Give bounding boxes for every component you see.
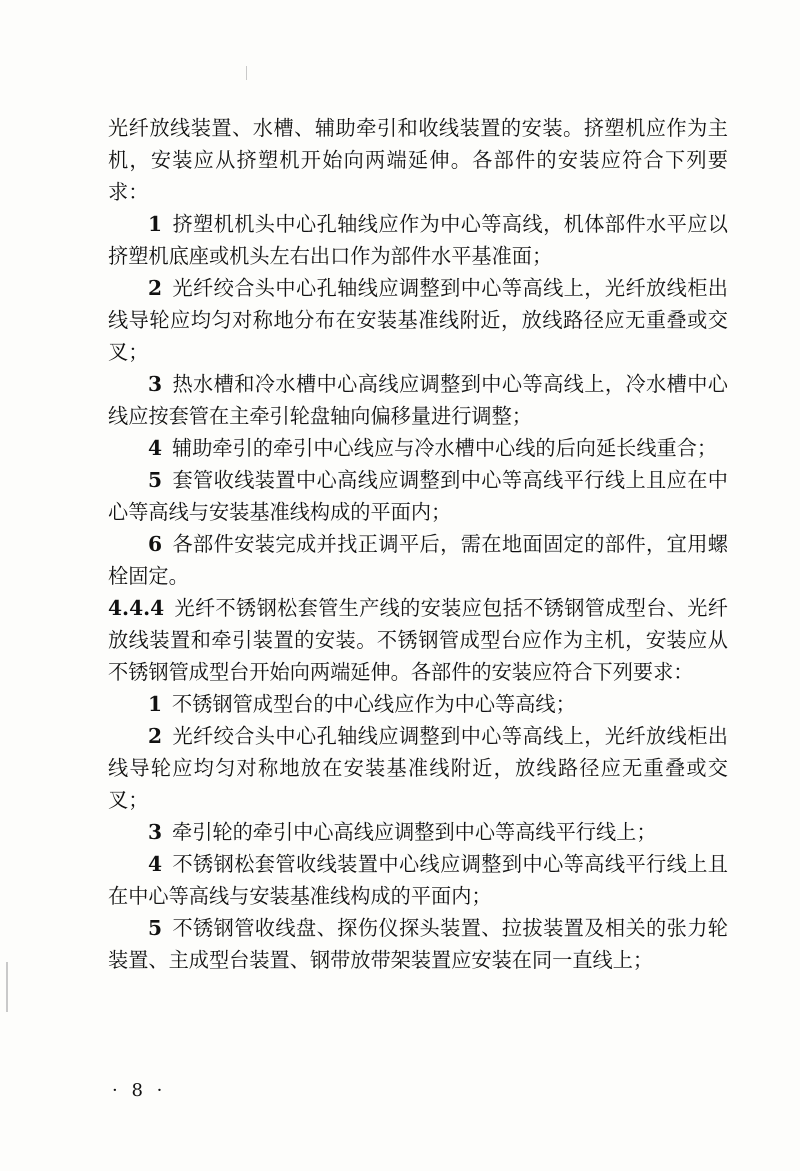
- list-item: [108, 368, 728, 432]
- item-number: 2: [148, 276, 163, 300]
- item-number: 4: [148, 436, 163, 460]
- item-number: 5: [148, 916, 163, 940]
- list-item: [108, 912, 728, 976]
- list-item: [108, 848, 728, 912]
- list-item: [108, 432, 728, 464]
- item-text: 不锈钢管收线盘、探伤仪探头装置、拉拔装置及相关的张力轮装置、主成型台装置、钢带放带架装置应安装在同一直线上；: [108, 916, 728, 972]
- page-number: · 8 ·: [112, 1080, 167, 1101]
- item-number: 6: [148, 532, 163, 556]
- list-item: [108, 528, 728, 592]
- list-item: [108, 816, 728, 848]
- list-item: [108, 464, 728, 528]
- item-text: 热水槽和冷水槽中心高线应调整到中心等高线上，冷水槽中心线应按套管在主牵引轮盘轴向偏移量进行调整；: [108, 372, 728, 428]
- clause-text: 光纤不锈钢松套管生产线的安装应包括不锈钢管成型台、光纤放线装置和牵引装置的安装。不锈钢管成型台应作为主机，安装应从不锈钢管成型台开始向两端延伸。各部件的安装应符合下列要求：: [108, 596, 728, 684]
- intro-paragraph: 光纤放线装置、水槽、辅助牵引和收线装置的安装。挤塑机应作为主机，安装应从挤塑机开始向两端延伸。各部件的安装应符合下列要求：: [108, 116, 728, 204]
- body-text: [108, 112, 728, 976]
- scan-mark-left: [6, 962, 8, 1012]
- item-text: 牵引轮的牵引中心高线应调整到中心等高线平行线上；: [172, 820, 657, 844]
- item-text: 各部件安装完成并找正调平后，需在地面固定的部件，宜用螺栓固定。: [108, 532, 728, 588]
- item-number: 3: [148, 820, 163, 844]
- item-text: 不锈钢管成型台的中心线应作为中心等高线；: [172, 692, 576, 716]
- clause-paragraph: [108, 592, 728, 688]
- list-item: [108, 688, 728, 720]
- list-item: [108, 720, 728, 816]
- item-text: 挤塑机机头中心孔轴线应作为中心等高线，机体部件水平应以挤塑机底座或机头左右出口作为部件水平基准面；: [108, 212, 728, 268]
- item-number: 3: [148, 372, 163, 396]
- item-text: 辅助牵引的牵引中心线应与冷水槽中心线的后向延长线重合；: [172, 436, 718, 460]
- item-text: 套管收线装置中心高线应调整到中心等高线平行线上且应在中心等高线与安装基准线构成的平面内；: [108, 468, 728, 524]
- item-number: 1: [148, 692, 163, 716]
- item-number: 1: [148, 212, 163, 236]
- item-number: 5: [148, 468, 163, 492]
- clause-number: 4.4.4: [108, 596, 165, 620]
- list-item: [108, 272, 728, 368]
- item-number: 2: [148, 724, 163, 748]
- scan-mark-top: [246, 66, 247, 80]
- item-text: 光纤绞合头中心孔轴线应调整到中心等高线上，光纤放线柜出线导轮应均匀对称地分布在安装基准线附近，放线路径应无重叠或交叉；: [108, 276, 728, 364]
- list-item: [108, 208, 728, 272]
- item-number: 4: [148, 852, 163, 876]
- item-text: 光纤绞合头中心孔轴线应调整到中心等高线上，光纤放线柜出线导轮应均匀对称地放在安装基准线附近，放线路径应无重叠或交叉；: [108, 724, 728, 812]
- item-text: 不锈钢松套管收线装置中心线应调整到中心等高线平行线上且在中心等高线与安装基准线构成的平面内；: [108, 852, 728, 908]
